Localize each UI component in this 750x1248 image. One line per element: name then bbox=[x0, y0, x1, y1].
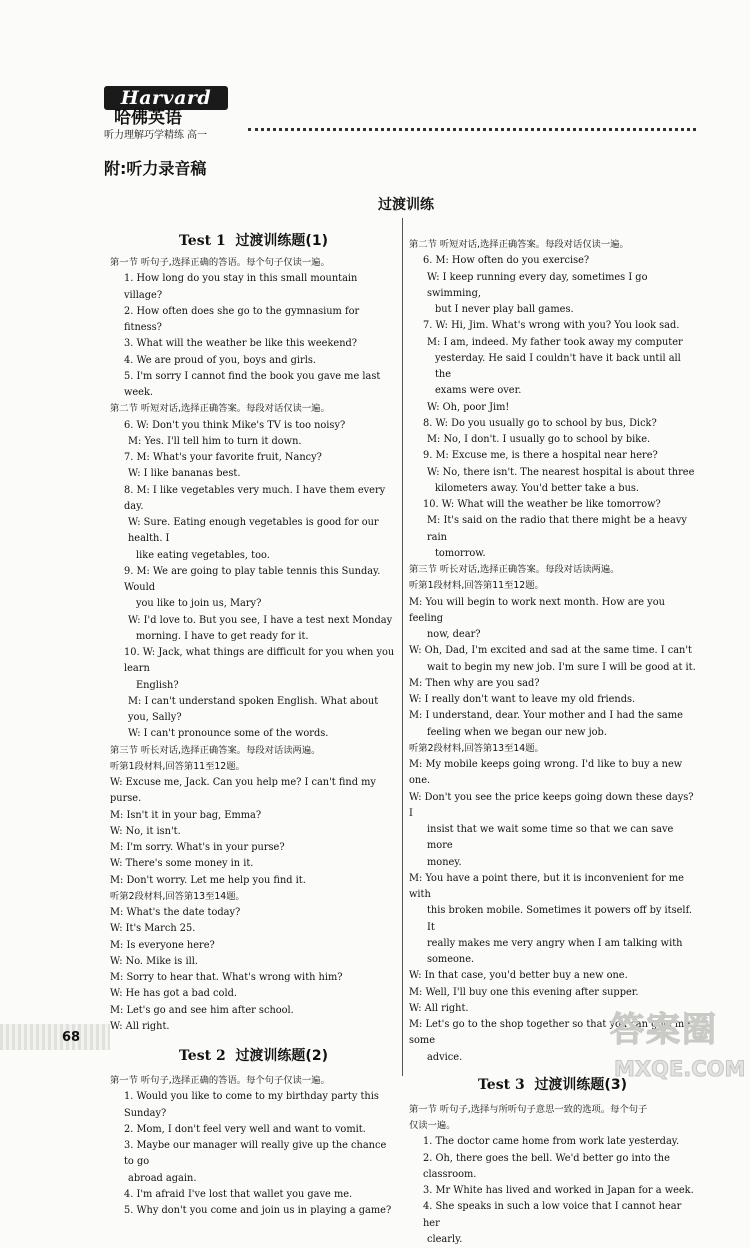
transcript-line: 2. How often does she go to the gymnasium for fitness? bbox=[124, 305, 360, 333]
transcript-line: yesterday. He said I couldn't have it back until all the bbox=[435, 352, 681, 380]
transcript-line: 9. M: Excuse me, is there a hospital near here? bbox=[423, 450, 658, 462]
harvard-logo bbox=[104, 86, 252, 144]
section-instruction: 第三节 听长对话,选择正确答案。每段对话读两遍。 bbox=[409, 564, 620, 575]
transcript-line: now, dear? bbox=[427, 629, 481, 640]
transcript-line: M: Is everyone here? bbox=[110, 939, 215, 951]
brand-name: 哈佛英语 bbox=[114, 108, 182, 128]
transcript-line: W: No, there isn't. The nearest hospital is about three bbox=[427, 466, 695, 478]
transcript-line: kilometers away. You'd better take a bus. bbox=[435, 482, 640, 494]
right-column bbox=[409, 237, 696, 1248]
test-title: 过渡训练题(1) bbox=[235, 233, 328, 249]
section-instruction: 听第1段材料,回答第11至12题。 bbox=[409, 580, 544, 592]
transcript-line: 8. W: Do you usually go to school by bus, Dick? bbox=[423, 417, 657, 429]
header-dotted-rule bbox=[248, 128, 696, 131]
transcript-line: money. bbox=[427, 856, 462, 868]
transcript-line: W: In that case, you'd better buy a new one. bbox=[409, 970, 628, 982]
transcript-line: like eating vegetables, too. bbox=[136, 549, 270, 561]
column-divider bbox=[402, 218, 403, 1076]
transcript-line: 7. M: What's your favorite fruit, Nancy? bbox=[124, 452, 322, 463]
transcript-line: 6. M: How often do you exercise? bbox=[423, 255, 590, 267]
transcript-line: W: Oh, poor Jim! bbox=[427, 401, 510, 413]
transcript-line: W: No, it isn't. bbox=[110, 825, 181, 837]
transcript-line: M: No, I don't. I usually go to school by bike. bbox=[427, 434, 651, 445]
transcript-line: M: Well, I'll buy one this evening after supper. bbox=[409, 986, 639, 998]
transcript-line: M: Isn't it in your bag, Emma? bbox=[110, 809, 262, 821]
transcript-line: M: Don't worry. Let me help you find it. bbox=[110, 874, 306, 886]
transcript-line: W: There's some money in it. bbox=[110, 858, 254, 870]
transcript-line: 7. W: Hi, Jim. What's wrong with you? You look sad. bbox=[423, 320, 680, 332]
transcript-line: M: Then why are you sad? bbox=[409, 677, 540, 689]
section-instruction: 第二节 听短对话,选择正确答案。每段对话仅读一遍。 bbox=[409, 239, 629, 250]
section-instruction: 听第2段材料,回答第13至14题。 bbox=[110, 890, 245, 902]
transcript-line: W: Don't you see the price keeps going down these days? I bbox=[409, 791, 694, 819]
transcript-line: 8. M: I like vegetables very much. I have them every day. bbox=[124, 484, 386, 512]
transcript-line: 2. Oh, there goes the bell. We'd better go into the classroom. bbox=[423, 1152, 670, 1180]
watermark bbox=[610, 1008, 746, 1092]
transcript-line: morning. I have to get ready for it. bbox=[136, 630, 309, 642]
transcript-line: M: It's said on the radio that there might be a heavy rain bbox=[427, 515, 687, 543]
transcript-line: 1. How long do you stay in this small mountain village? bbox=[124, 273, 358, 301]
transcript-line: 1. The doctor came home from work late yesterday. bbox=[423, 1136, 680, 1148]
transcript-line: W: Excuse me, Jack. Can you help me? I can't find my purse. bbox=[110, 777, 376, 805]
transcript-line: you like to join us, Mary? bbox=[136, 598, 262, 610]
transcript-line: M: Let's go to the shop together so that you can give me some bbox=[409, 1019, 691, 1047]
transcript-line: M: Yes. I'll tell him to turn it down. bbox=[128, 435, 302, 447]
section-title bbox=[0, 195, 750, 215]
transcript-line: M: I'm sorry. What's in your purse? bbox=[110, 842, 285, 853]
transcript-line: this broken mobile. Sometimes it powers off by itself. It bbox=[427, 905, 692, 933]
transcript-line: tomorrow. bbox=[435, 547, 486, 559]
transcript-line: 2. Mom, I don't feel very well and want to vomit. bbox=[124, 1123, 366, 1135]
transcript-line: W: He has got a bad cold. bbox=[110, 988, 237, 1000]
transcript-line: 10. W: What will the weather be like tomorrow? bbox=[423, 499, 661, 510]
transcript-line: W: Oh, Dad, I'm excited and sad at the same time. I can't bbox=[409, 645, 692, 657]
transcript-line: feeling when we began our new job. bbox=[427, 726, 607, 738]
logo-wordmark: Harvard bbox=[104, 86, 228, 110]
transcript-line: 9. M: We are going to play table tennis this Sunday. Would bbox=[124, 565, 381, 593]
transcript-line: W: I really don't want to leave my old friends. bbox=[409, 694, 636, 705]
test-number: Test 2 bbox=[179, 1048, 226, 1064]
section-instruction: 第三节 听长对话,选择正确答案。每段对话读两遍。 bbox=[110, 744, 321, 756]
transcript-line: M: I can't understand spoken English. What about you, Sally? bbox=[128, 695, 379, 723]
book-subtitle: 听力理解巧学精练 高一 bbox=[104, 130, 208, 141]
transcript-line: 5. I'm sorry I cannot find the book you gave me last week. bbox=[124, 370, 381, 398]
transcript-line: 4. We are proud of you, boys and girls. bbox=[124, 354, 316, 366]
transcript-line: 3. Maybe our manager will really give up the chance to go bbox=[124, 1140, 387, 1168]
test-heading bbox=[110, 1039, 397, 1073]
test-title: 过渡训练题(3) bbox=[534, 1076, 627, 1093]
transcript-line: W: All right. bbox=[110, 1020, 170, 1032]
appendix-title: 附:听力录音稿 bbox=[104, 159, 207, 178]
test-title: 过渡训练题(2) bbox=[235, 1048, 328, 1064]
transcript-line: 6. W: Don't you think Mike's TV is too noisy? bbox=[124, 419, 346, 431]
section-instruction: 仅读一遍。 bbox=[409, 1120, 456, 1131]
transcript-line: W: I'd love to. But you see, I have a test next Monday bbox=[128, 614, 393, 626]
transcript-line: M: Let's go and see him after school. bbox=[110, 1004, 294, 1016]
section-instruction: 第一节 听句子,选择与所听句子意思一致的选项。每个句子 bbox=[409, 1103, 648, 1115]
transcript-line: 10. W: Jack, what things are difficult for you when you learn bbox=[124, 647, 395, 675]
watermark-url: MXQE.COM bbox=[614, 1057, 746, 1081]
transcript-line: advice. bbox=[427, 1051, 463, 1063]
transcript-line: 3. What will the weather be like this weekend? bbox=[124, 338, 358, 350]
section-instruction: 第二节 听短对话,选择正确答案。每段对话仅读一遍。 bbox=[110, 403, 330, 415]
transcript-line: but I never play ball games. bbox=[435, 304, 574, 315]
transcript-line: clearly. bbox=[427, 1233, 463, 1245]
section-instruction: 第一节 听句子,选择正确的答语。每个句子仅读一遍。 bbox=[110, 257, 330, 268]
transcript-line: wait to begin my new job. I'm sure I will be good at it. bbox=[427, 661, 696, 673]
transcript-line: M: You have a point there, but it is inconvenient for me with bbox=[409, 872, 684, 900]
transcript-line: insist that we wait some time so that we can save more bbox=[427, 824, 674, 852]
test-number: Test 1 bbox=[179, 233, 226, 249]
transcript-line: M: What's the date today? bbox=[110, 907, 241, 918]
transcript-line: M: I understand, dear. Your mother and I had the same bbox=[409, 710, 683, 722]
transcript-line: W: Sure. Eating enough vegetables is good for our health. I bbox=[128, 517, 379, 545]
transcript-line: M: Sorry to hear that. What's wrong with him? bbox=[110, 972, 343, 983]
transcript-line: someone. bbox=[427, 954, 475, 965]
transcript-line: really makes me very angry when I am talking with bbox=[427, 937, 683, 949]
section-instruction: 听第1段材料,回答第11至12题。 bbox=[110, 760, 245, 772]
page-number: 68 bbox=[62, 1030, 81, 1045]
test-heading bbox=[110, 228, 397, 255]
left-column bbox=[110, 228, 397, 1219]
transcript-line: W: No. Mike is ill. bbox=[110, 955, 198, 967]
transcript-line: English? bbox=[136, 679, 179, 691]
transcript-line: 4. I'm afraid I've lost that wallet you gave me. bbox=[124, 1188, 353, 1200]
transcript-line: 5. Why don't you come and join us in playing a game? bbox=[124, 1205, 392, 1216]
transcript-line: W: It's March 25. bbox=[110, 923, 196, 935]
transcript-line: abroad again. bbox=[128, 1172, 197, 1184]
transcript-line: 3. Mr White has lived and worked in Japan for a week. bbox=[423, 1185, 694, 1196]
transcript-line: W: I can't pronounce some of the words. bbox=[128, 728, 329, 740]
transcript-line: exams were over. bbox=[435, 385, 522, 397]
transcript-line: 4. She speaks in such a low voice that I cannot hear her bbox=[423, 1201, 682, 1229]
page-edge-texture bbox=[0, 1024, 110, 1050]
section-instruction: 第一节 听句子,选择正确的答语。每个句子仅读一遍。 bbox=[110, 1075, 330, 1086]
watermark-text: 答案圈 bbox=[610, 1010, 718, 1050]
transcript-line: M: I am, indeed. My father took away my computer bbox=[427, 336, 683, 348]
transcript-line: W: I keep running every day, sometimes I go swimming, bbox=[427, 271, 648, 299]
transcript-line: 1. Would you like to come to my birthday party this Sunday? bbox=[124, 1091, 379, 1119]
transcript-line: M: You will begin to work next month. How are you feeling bbox=[409, 596, 665, 624]
transcript-line: W: All right. bbox=[409, 1002, 469, 1014]
section-instruction: 听第2段材料,回答第13至14题。 bbox=[409, 742, 544, 754]
transcript-line: M: My mobile keeps going wrong. I'd like to buy a new one. bbox=[409, 759, 683, 787]
transcript-line: W: I like bananas best. bbox=[128, 468, 241, 480]
test-number: Test 3 bbox=[478, 1076, 525, 1093]
section-title-text: 过渡训练 bbox=[378, 197, 434, 213]
